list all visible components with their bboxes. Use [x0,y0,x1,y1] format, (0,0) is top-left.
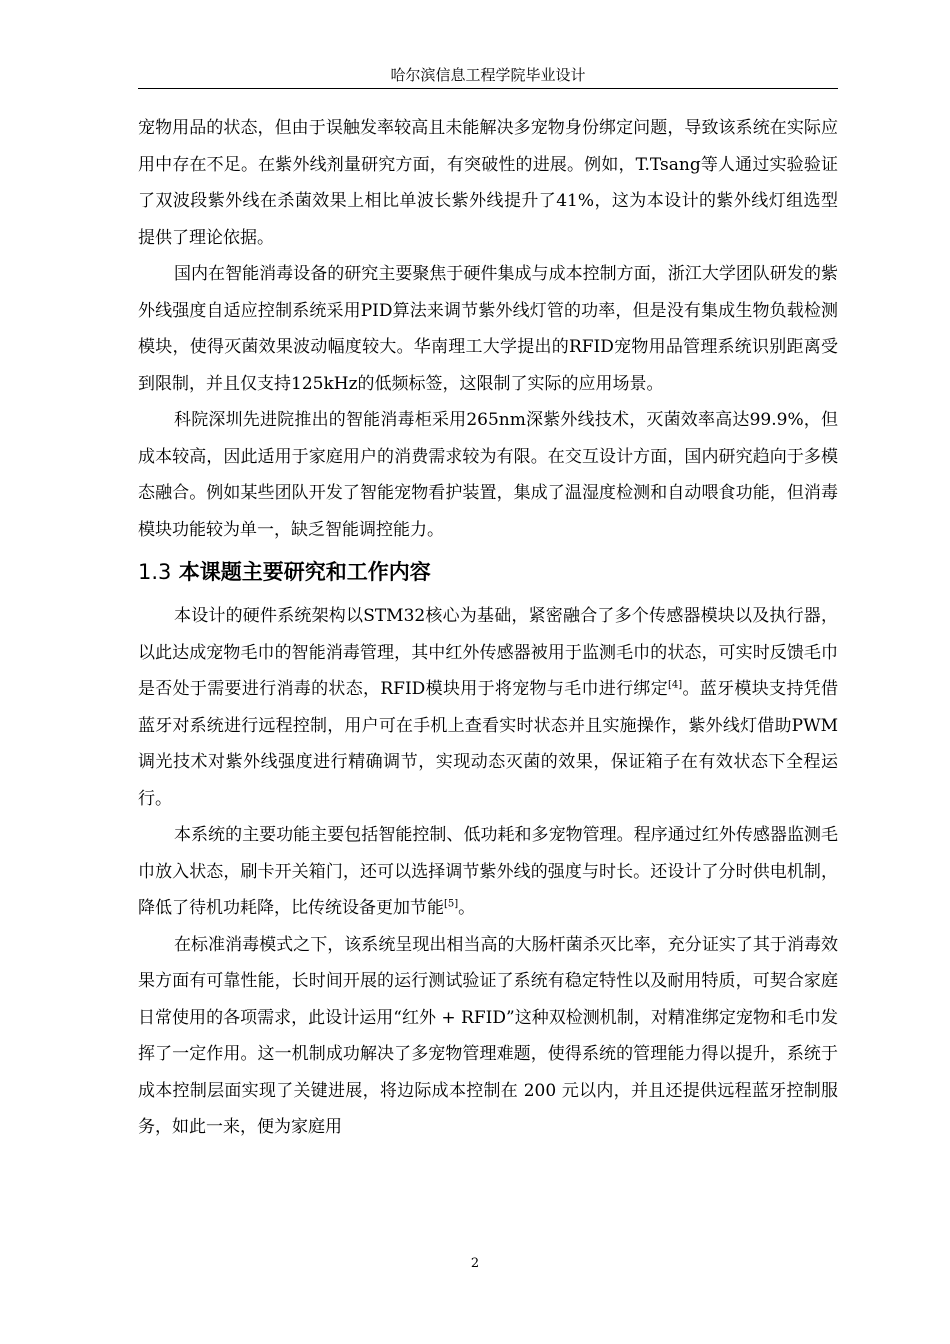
paragraph-2: 国内在智能消毒设备的研究主要聚焦于硬件集成与成本控制方面，浙江大学团队研发的紫外线强度自适应控制系统采用PID算法来调节紫外线灯管的功率，但是没有集成生物负载检测模块，使得灭菌效果波动幅度较大。华南理工大学提出的RFID宠物用品管理系统识别距离受到限制，并且仅支持125kHz的低频标签，这限制了实际的应用场景。 [138,264,838,394]
document-body [138,110,838,1146]
paragraph-4 [138,598,838,817]
paragraph-5-text-b: 。 [458,898,476,918]
section-heading [138,552,838,592]
paragraph-6: 在标准消毒模式之下，该系统呈现出相当高的大肠杆菌杀灭比率，充分证实了其于消毒效果方面有可靠性能，长时间开展的运行测试验证了系统有稳定特性以及耐用特质，可契合家庭日常使用的各项需求，此设计运用“红外 + RFID”这种双检测机制，对精准绑定宠物和毛巾发挥了一定作用。这一机制成功解决了多宠物管理难题，使得系统的管理能力得以提升，系统于成本控制层面实现了关键进展，将边际成本控制在 200 元以内，并且还提供远程蓝牙控制服务，如此一来，便为家庭用 [138,934,838,1137]
page-number: 2 [470,1256,480,1271]
paragraph-3: 科院深圳先进院推出的智能消毒柜采用265nm深紫外线技术，灭菌效率高达99.9%，但成本较高，因此适用于家庭用户的消费需求较为有限。在交互设计方面，国内研究趋向于多模态融合。例如某些团队开发了智能宠物看护装置，集成了温湿度检测和自动喂食功能，但消毒模块功能较为单一，缺乏智能调控能力。 [138,410,838,540]
paragraph-4-text-a: 本设计的硬件系统架构以STM32核心为基础，紧密融合了多个传感器模块以及执行器，以此达成宠物毛巾的智能消毒管理，其中红外传感器被用于监测毛巾的状态，可实时反馈毛巾是否处于需要进行消毒的状态，RFID模块用于将宠物与毛巾进行绑定 [138,606,838,699]
citation-5: [5] [444,898,459,910]
paragraph-5-text-a: 本系统的主要功能主要包括智能控制、低功耗和多宠物管理。程序通过红外传感器监测毛巾放入状态，刷卡开关箱门，还可以选择调节紫外线的强度与时长。还设计了分时供电机制，降低了待机功耗降，比传统设备更加节能 [138,825,838,918]
paragraph-5 [138,817,838,927]
citation-4: [4] [668,679,683,691]
paragraph-4-text-b: 。蓝牙模块支持凭借蓝牙对系统进行远程控制，用户可在手机上查看实时状态并且实施操作，紫外线灯借助PWM调光技术对紫外线强度进行精确调节，实现动态灭菌的效果，保证箱子在有效状态下全程运行。 [138,679,838,809]
section-number: 1.3 [138,560,172,584]
header-title: 哈尔滨信息工程学院毕业设计 [390,66,586,84]
section-title: 本课题主要研究和工作内容 [178,560,431,584]
page-header [138,62,838,89]
paragraph-1: 宠物用品的状态，但由于误触发率较高且未能解决多宠物身份绑定问题，导致该系统在实际应用中存在不足。在紫外线剂量研究方面，有突破性的进展。例如，T.Tsang等人通过实验验证了双波段紫外线在杀菌效果上相比单波长紫外线提升了41%，这为本设计的紫外线灯组选型提供了理论依据。 [138,118,838,248]
